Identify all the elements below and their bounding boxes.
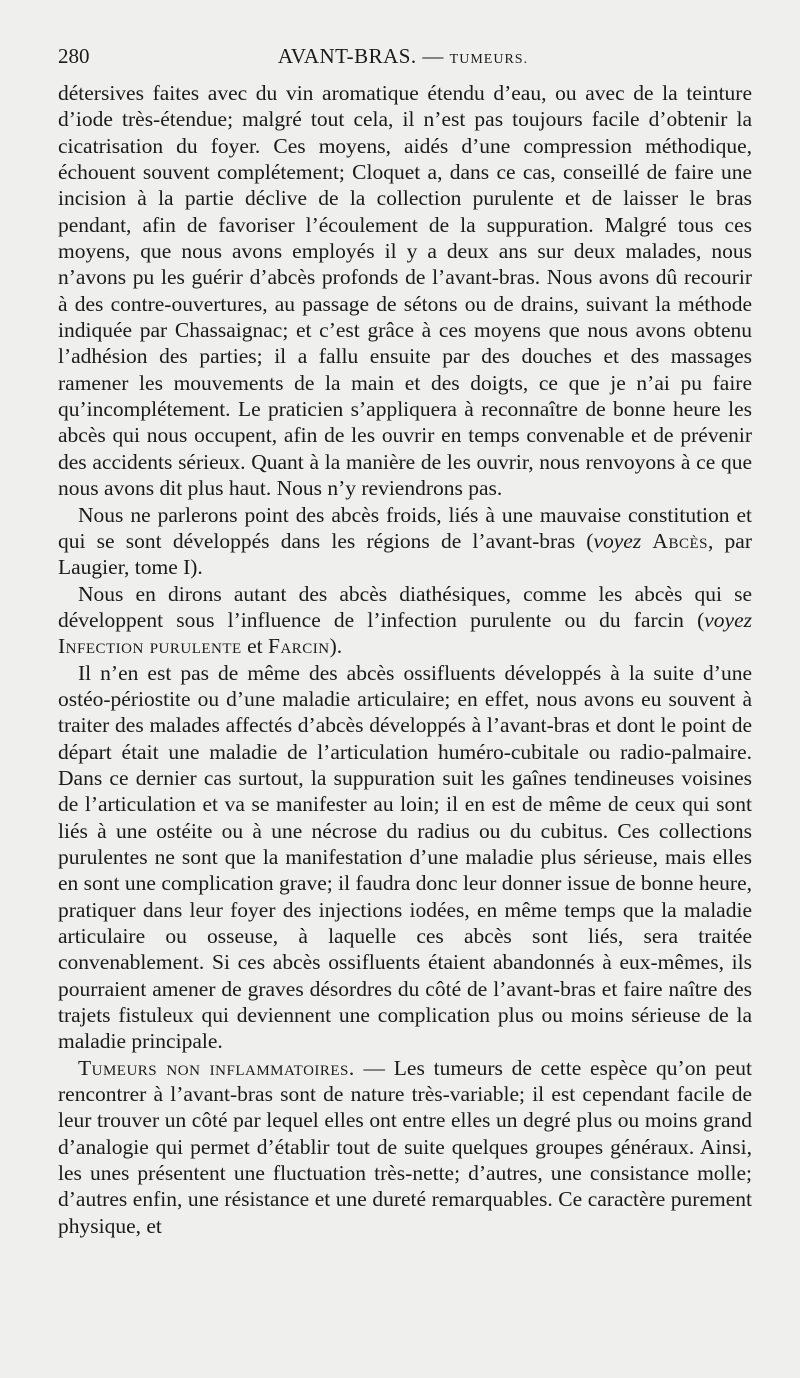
page-number: 280 bbox=[58, 44, 90, 68]
text-run bbox=[641, 529, 652, 553]
text-run: — Les tumeurs de cette espèce qu’on peut rencontrer à l’avant-bras sont de nature très-variable; il est cependant facile de leur trouver un côté par lequel elles ont entre elles un degré plus ou moins grand d’analogie qui permet d’établir tout de suite quelques groupes généraux. Ainsi, les unes présentent une fluctuation très-nette; d’autres, une consistance molle; d’autres enfin, une résistance et une dureté remarquables. Ce caractère purement physique, et bbox=[58, 1055, 752, 1238]
text-run: ). bbox=[329, 634, 343, 659]
text-run: Il n’en est pas de même des abcès ossifluents développés à la suite d’une ostéo-périostite ou d’une maladie articulaire; en effet, nous avons eu souvent à traiter des malades affectés d’abcès développés à l’avant-bras et dont le point de départ était une maladie de l’articulation huméro-cubitale ou radio-palmaire. Dans ce dernier cas surtout, la suppuration suit les gaînes tendineuses voisines de l’articulation et va se manifester au loin; il en est de même de ceux qui sont liés à une ostéite ou à une nécrose du radius ou du cubitus. Ces collections purulentes ne sont que la manifestation d’une maladie plus sérieuse, mais elles en sont une complication grave; il faudra donc leur donner issue de bonne heure, pratiquer dans leur foyer des injections iodées, en même temps que la maladie articulaire ou osseuse, à laquelle ces abcès sont liés, sera traitée convenablement. Si ces abcès ossifluents étaient abandonnés à eux-mêmes, ils pourraient amener de graves désordres du côté de l’avant-bras et faire naître des trajets fistuleux qui deviennent une complication plus ou moins sérieuse de la maladie principale. bbox=[58, 660, 752, 1054]
paragraph bbox=[58, 1055, 752, 1239]
text-run: détersives faites avec du vin aromatique étendu d’eau, ou avec de la teinture d’iode très-étendue; malgré tout cela, il n’est pas toujours facile d’obtenir la cicatrisation du foyer. Ces moyens, aidés d’une compression méthodique, échouent souvent complétement; Cloquet a, dans ce cas, conseillé de faire une incision à la partie déclive de la collection purulente et de laisser le bras pendant, afin de favoriser l’écoulement de la suppuration. Malgré tous ces moyens, que nous avons employés il y a deux ans sur deux malades, nous n’avons pu les guérir d’abcès profonds de l’avant-bras. Nous avons dû recourir à des contre-ouvertures, au passage de sétons ou de drains, suivant la méthode indiquée par Chassaignac; et c’est grâce à ces moyens que nous avons obtenu l’adhésion des parties; il a fallu ensuite par des douches et des massages ramener les mouvements de la main et des doigts, ce que je n’ai pu faire qu’incomplétement. Le praticien s’appliquera à reconnaître de bonne heure les abcès qui nous occupent, afin de les ouvrir en temps convenable et de prévenir des accidents sérieux. Quant à la manière de les ouvrir, nous renvoyons à ce que nous avons dit plus haut. Nous n’y reviendrons pas. bbox=[58, 81, 752, 501]
text-run: et bbox=[241, 634, 268, 659]
smallcaps-text: Infection purulente bbox=[58, 634, 242, 659]
smallcaps-text: Tumeurs non inflammatoires. bbox=[78, 1055, 355, 1080]
running-title-sub: TUMEURS. bbox=[449, 52, 529, 67]
text-run: Nous en dirons autant des abcès diathésiques, comme les abcès qui se développent sous l’influence de l’infection purulente ou du farcin ( bbox=[58, 581, 752, 632]
running-title bbox=[58, 44, 748, 69]
text-run: Nous ne parlerons point des abcès froids, liés à une mauvaise constitution et qui se sont développés dans les régions de l’avant-bras ( bbox=[58, 502, 752, 553]
paragraph bbox=[58, 502, 752, 581]
italic-text: voyez bbox=[704, 607, 752, 632]
paragraph bbox=[58, 660, 752, 1055]
body-text bbox=[58, 80, 752, 1239]
smallcaps-text: Abcès bbox=[652, 528, 708, 553]
running-title-main: AVANT-BRAS. — bbox=[277, 44, 444, 68]
page-header bbox=[58, 44, 748, 76]
paragraph bbox=[58, 581, 752, 660]
italic-text: voyez bbox=[593, 528, 642, 553]
smallcaps-text: Farcin bbox=[267, 634, 330, 659]
paragraph bbox=[58, 80, 752, 502]
text-run: , par Laugier, tome I). bbox=[58, 528, 752, 580]
